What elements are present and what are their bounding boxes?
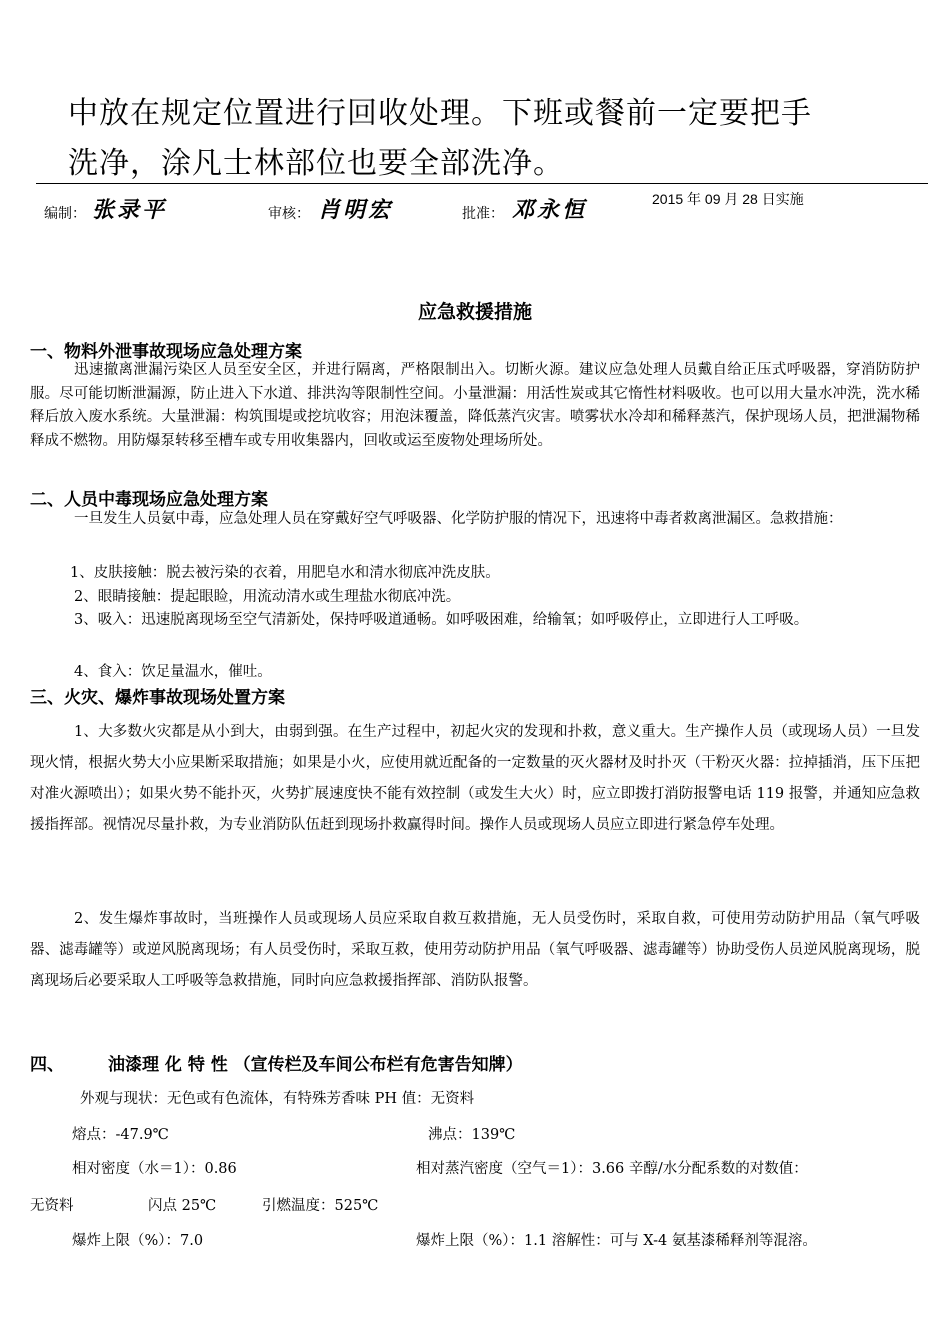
first-aid-inhalation: 3、吸入：迅速脱离现场至空气清新处，保持呼吸道通畅。如呼吸困难，给输氧；如呼吸停止，立即进行人工呼吸。 [74, 612, 809, 628]
section-3-heading: 三、火灾、爆炸事故现场处置方案 [30, 688, 285, 708]
page-title: 应急救援措施 [417, 301, 532, 323]
section-1-heading: 一、物料外泄事故现场应急处理方案 [30, 342, 302, 362]
approver-signature: 邓永恒 [512, 197, 588, 223]
first-aid-ingestion: 4、食入：饮足量温水，催吐。 [74, 664, 272, 680]
section-1-body: 迅速撤离泄漏污染区人员至安全区，并进行隔离，严格限制出入。切断火源。建议应急处理人员戴自给正压式呼吸器，穿消防防护服。尽可能切断泄漏源，防止进入下水道、排洪沟等限制性空间。小量泄漏：用活性炭或其它惰性材料吸收。也可以用大量水冲洗，洗水稀释后放入废水系统。大量泄漏：构筑围堤或挖坑收容；用泡沫覆盖，降低蒸汽灾害。喷雾状水冷却和稀释蒸汽，保护现场人员，把泄漏物稀释成不燃物。用防爆泵转移至槽车或专用收集器内，回收或运至废物处理场所处。 [30, 362, 920, 449]
section-4-number: 四、 [30, 1055, 64, 1075]
header-divider [36, 183, 928, 184]
property-melting-point: 熔点：-47.9℃ [72, 1127, 169, 1143]
section-3-fire-paragraph: 1、大多数火灾都是从小到大，由弱到强。在生产过程中，初起火灾的发现和扑救，意义重大。生产操作人员（或现场人员）一旦发现火情，根据火势大小应果断采取措施；如果是小火，应使用就近配备的一定数量的灭火器材及时扑灭（干粉灭火器：拉掉插消，压下压把对准火源喷出）；如果火势不能扑灭，火势扩展速度快不能有效控制（或发生大火）时，应立即拨打消防报警电话 119 报警，并通知应急救援指挥部。视情况尽量扑救，为专业消防队伍赶到现场扑救赢得时间。操作人员或现场人员应立即进行紧急停车处理。 [30, 724, 920, 833]
section-4-heading: 油漆理 化 特 性 （宣传栏及车间公布栏有危害告知牌） [108, 1055, 523, 1075]
editor-signature: 张录平 [92, 197, 168, 223]
property-appearance: 外观与现状：无色或有色流体，有特殊芳香味 PH 值：无资料 [80, 1091, 475, 1107]
approver-label: 批准： [462, 205, 504, 221]
editor-label: 编制： [44, 205, 86, 221]
property-explosion-lower: 爆炸上限（%）：1.1 溶解性：可与 X-4 氨基漆稀释剂等混溶。 [416, 1233, 817, 1249]
first-aid-skin: 1、皮肤接触：脱去被污染的衣着，用肥皂水和清水彻底冲洗皮肤。 [70, 565, 500, 581]
top-text-line-1: 中放在规定位置进行回收处理。下班或餐前一定要把手 [68, 96, 812, 131]
section-3-explosion-paragraph: 2、发生爆炸事故时，当班操作人员或现场人员应采取自救互救措施，无人员受伤时，采取自救，可使用劳动防护用品（氧气呼吸器、滤毒罐等）或逆风脱离现场；有人员受伤时，采取互救，使用劳动防护用品（氧气呼吸器、滤毒罐等）协助受伤人员逆风脱离现场，脱离现场后必要采取人工呼吸等急救措施，同时向应急救援指挥部、消防队报警。 [30, 911, 920, 989]
reviewer-signature: 肖明宏 [318, 197, 394, 223]
property-vapor-density: 相对蒸汽密度（空气＝1）：3.66 辛醇/水分配系数的对数值： [416, 1161, 808, 1177]
property-no-data: 无资料 [30, 1198, 74, 1214]
first-aid-eyes: 2、眼睛接触：提起眼睑，用流动清水或生理盐水彻底冲洗。 [74, 589, 461, 605]
section-2-heading: 二、人员中毒现场应急处理方案 [30, 490, 268, 510]
property-relative-density: 相对密度（水＝1）：0.86 [72, 1161, 237, 1177]
property-boiling-point: 沸点：139℃ [428, 1127, 516, 1143]
property-explosion-upper: 爆炸上限（%）：7.0 [72, 1233, 204, 1249]
section-2-intro: 一旦发生人员氨中毒，应急处理人员在穿戴好空气呼吸器、化学防护服的情况下，迅速将中毒者救离泄漏区。急救措施： [74, 511, 843, 527]
top-text-line-2: 洗净，涂凡士林部位也要全部洗净。 [68, 146, 564, 181]
effective-date: 2015 年 09 月 28 日实施 [652, 191, 804, 207]
property-ignition-temp: 引燃温度：525℃ [262, 1198, 379, 1214]
reviewer-label: 审核： [268, 205, 310, 221]
property-flash-point: 闪点 25℃ [148, 1198, 217, 1214]
